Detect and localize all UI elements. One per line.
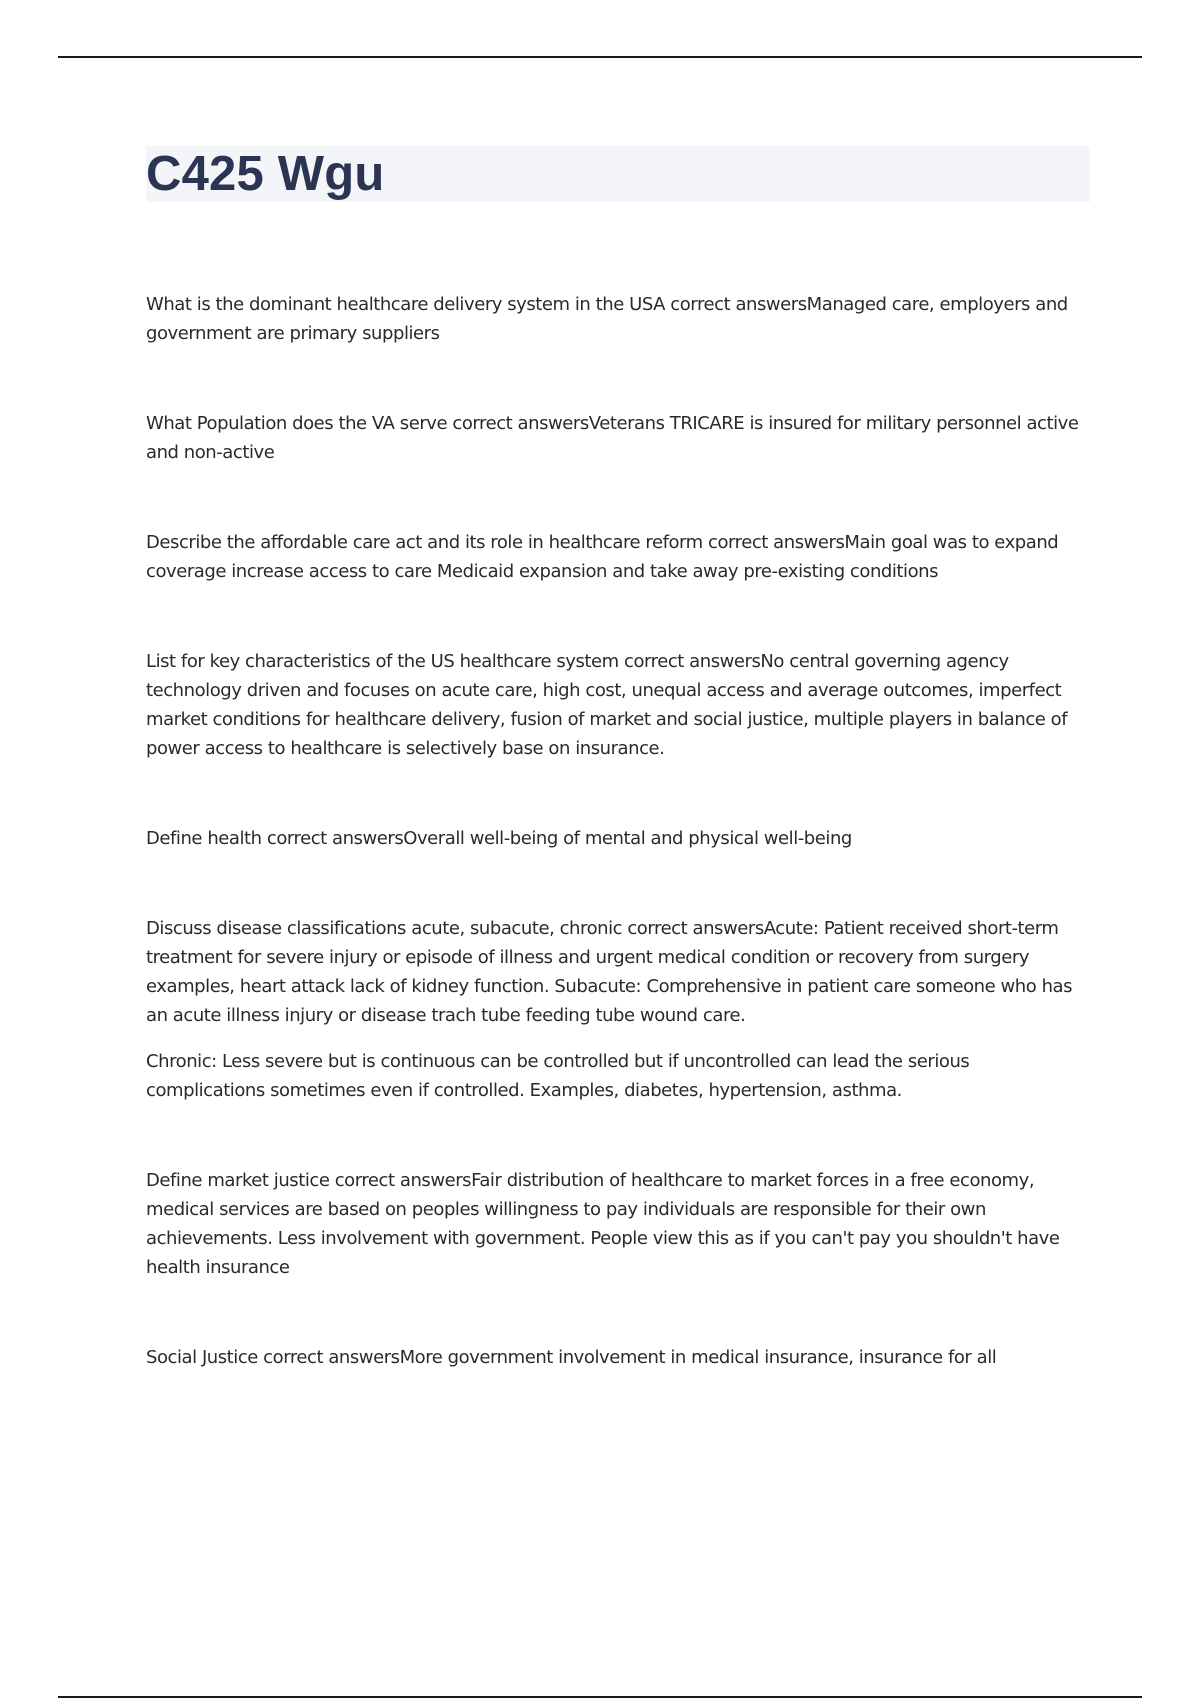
qa-entry-define-health: Define health correct answersOverall well-being of mental and physical well-being [146,828,852,849]
qa-entry-social-justice: Social Justice correct answersMore government involvement in medical insurance, insurance for all [146,1347,997,1368]
document-title: C425 Wgu [146,147,385,201]
qa-entry-delivery-system: What is the dominant healthcare delivery system in the USA correct answersManaged care, employers and government are primary suppliers [146,294,1068,344]
qa-entry-affordable-care-act: Describe the affordable care act and its role in healthcare reform correct answersMain goal was to expand coverage increase access to care Medicaid expansion and take away pre-existing conditions [146,532,1059,582]
footer-rule [58,1696,1142,1698]
qa-entry-va-population: What Population does the VA serve correct answersVeterans TRICARE is insured for military personnel active and non-active [146,413,1079,463]
qa-entry-market-justice: Define market justice correct answersFair distribution of healthcare to market forces in a free economy, medical services are based on peoples willingness to pay individuals are responsible for their own achievements. Less involvement with government. People view this as if you can't pay you shouldn't have health insurance [146,1170,1060,1278]
header-rule [58,56,1142,58]
qa-entry-disease-classifications-chronic: Chronic: Less severe but is continuous can be controlled but if uncontrolled can lead the serious complications sometimes even if controlled. Examples, diabetes, hypertension, asthma. [146,1051,970,1101]
qa-list [146,290,1091,1372]
qa-entry-disease-classifications: Discuss disease classifications acute, subacute, chronic correct answersAcute: Patient received short-term treatment for severe injury or episode of illness and urgent medical condition or recovery from surgery examples, heart attack lack of kidney function. Subacute: Comprehensive in patient care someone who has an acute illness injury or disease trach tube feeding tube wound care. [146,918,1073,1026]
qa-entry-key-characteristics: List for key characteristics of the US healthcare system correct answersNo central governing agency technology driven and focuses on acute care, high cost, unequal access and average outcomes, imperfect market conditions for healthcare delivery, fusion of market and social justice, multiple players in balance of power access to healthcare is selectively base on insurance. [146,651,1068,759]
